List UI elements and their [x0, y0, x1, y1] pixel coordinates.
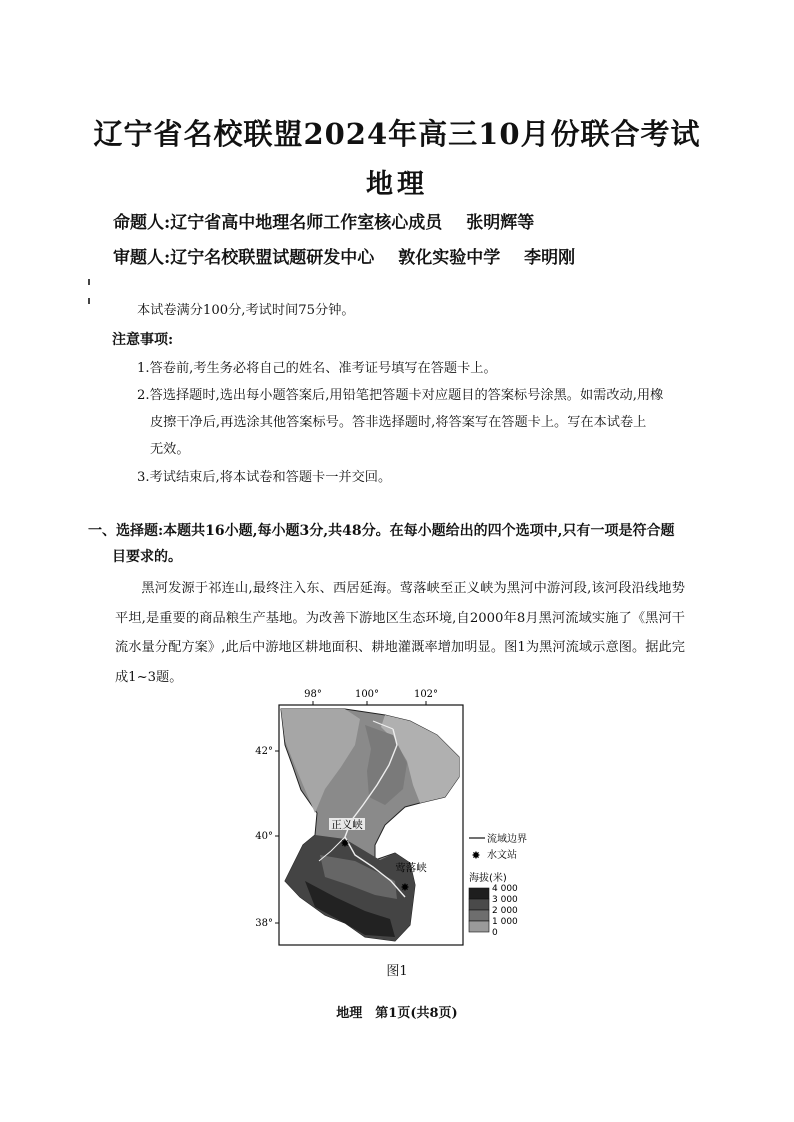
- station-icon: ✸: [400, 881, 410, 894]
- lat-label: 42°: [255, 746, 273, 757]
- notice-item: 无效。: [150, 442, 190, 457]
- scan-mark: [88, 298, 90, 304]
- page-footer: 地理 第1页(共8页): [336, 1006, 458, 1021]
- notice-item: 皮擦干净后,再选涂其他答案标号。答非选择题时,将答案写在答题卡上。写在本试卷上: [150, 415, 647, 430]
- elevation-swatch: [469, 899, 489, 910]
- legend-station: 水文站: [487, 850, 517, 861]
- reviewer-name: 李明刚: [524, 248, 576, 268]
- notice-item: 2.答选择题时,选出每小题答案后,用铅笔把答题卡对应题目的答案标号涂黑。如需改动,用橡: [137, 388, 664, 403]
- notice-item: 3.考试结束后,将本试卷和答题卡一并交回。: [137, 470, 392, 485]
- section-heading: 一、选择题:本题共16小题,每小题3分,共48分。在每小题给出的四个选项中,只有一项是符合题: [88, 523, 675, 539]
- author-name: 张明辉等: [466, 213, 535, 233]
- exam-info: 本试卷满分100分,考试时间75分钟。: [137, 303, 355, 318]
- legend-elevation-title: 海拔(米): [469, 873, 507, 884]
- reviewer-label: 审题人:: [113, 248, 171, 268]
- notice-heading: 注意事项:: [112, 332, 174, 348]
- heihe-basin-map: [245, 685, 565, 955]
- legend-boundary: 流域边界: [487, 834, 527, 845]
- reviewer-line: [113, 243, 593, 268]
- figure-caption: 图1: [386, 964, 408, 979]
- elevation-legend: [469, 884, 518, 938]
- station-icon: ✸: [340, 837, 350, 850]
- lon-label: 100°: [354, 689, 380, 700]
- elevation-level-label: 2 000: [492, 906, 518, 916]
- section-heading-cont: 目要求的。: [112, 549, 182, 565]
- author-label: 命题人:: [113, 213, 171, 233]
- lon-label: 98°: [304, 689, 322, 700]
- lon-label: 102°: [413, 689, 439, 700]
- lat-label: 38°: [255, 918, 273, 929]
- elevation-level-label: 4 000: [492, 884, 518, 894]
- author-org: 辽宁省高中地理名师工作室核心成员: [170, 213, 443, 233]
- elevation-level-label: 3 000: [492, 895, 518, 905]
- notice-item: 1.答卷前,考生务必将自己的姓名、准考证号填写在答题卡上。: [137, 361, 497, 376]
- elevation-level-label: 1 000: [492, 917, 518, 927]
- place-label: 莺落峡: [395, 862, 427, 874]
- exam-title: 辽宁省名校联盟2024年高三10月份联合考试: [93, 117, 701, 151]
- elevation-swatch: [469, 921, 489, 932]
- reviewer-school: 敦化实验中学: [398, 248, 501, 268]
- place-label: 正义峡: [331, 819, 363, 831]
- subject-title: 地理: [366, 169, 428, 200]
- passage: 黑河发源于祁连山,最终注入东、西居延海。莺落峡至正义峡为黑河中游河段,该河段沿线地势平坦,是重要的商品粮生产基地。为改善下游地区生态环境,自2000年8月黑河流域实施了《黑河干流水量分配方案》,此后中游地区耕地面积、耕地灌溉率增加明显。图1为黑河流域示意图。据此完成1~3题。: [115, 581, 685, 685]
- lat-label: 40°: [255, 831, 273, 842]
- elevation-swatch: [469, 910, 489, 921]
- reviewer-org: 辽宁名校联盟试题研发中心: [170, 248, 375, 268]
- elevation-swatch: [469, 888, 489, 899]
- scan-mark: [88, 279, 90, 285]
- author-line: [113, 208, 552, 233]
- station-legend-icon: ✸: [471, 849, 481, 862]
- elevation-level-label: 0: [492, 928, 498, 938]
